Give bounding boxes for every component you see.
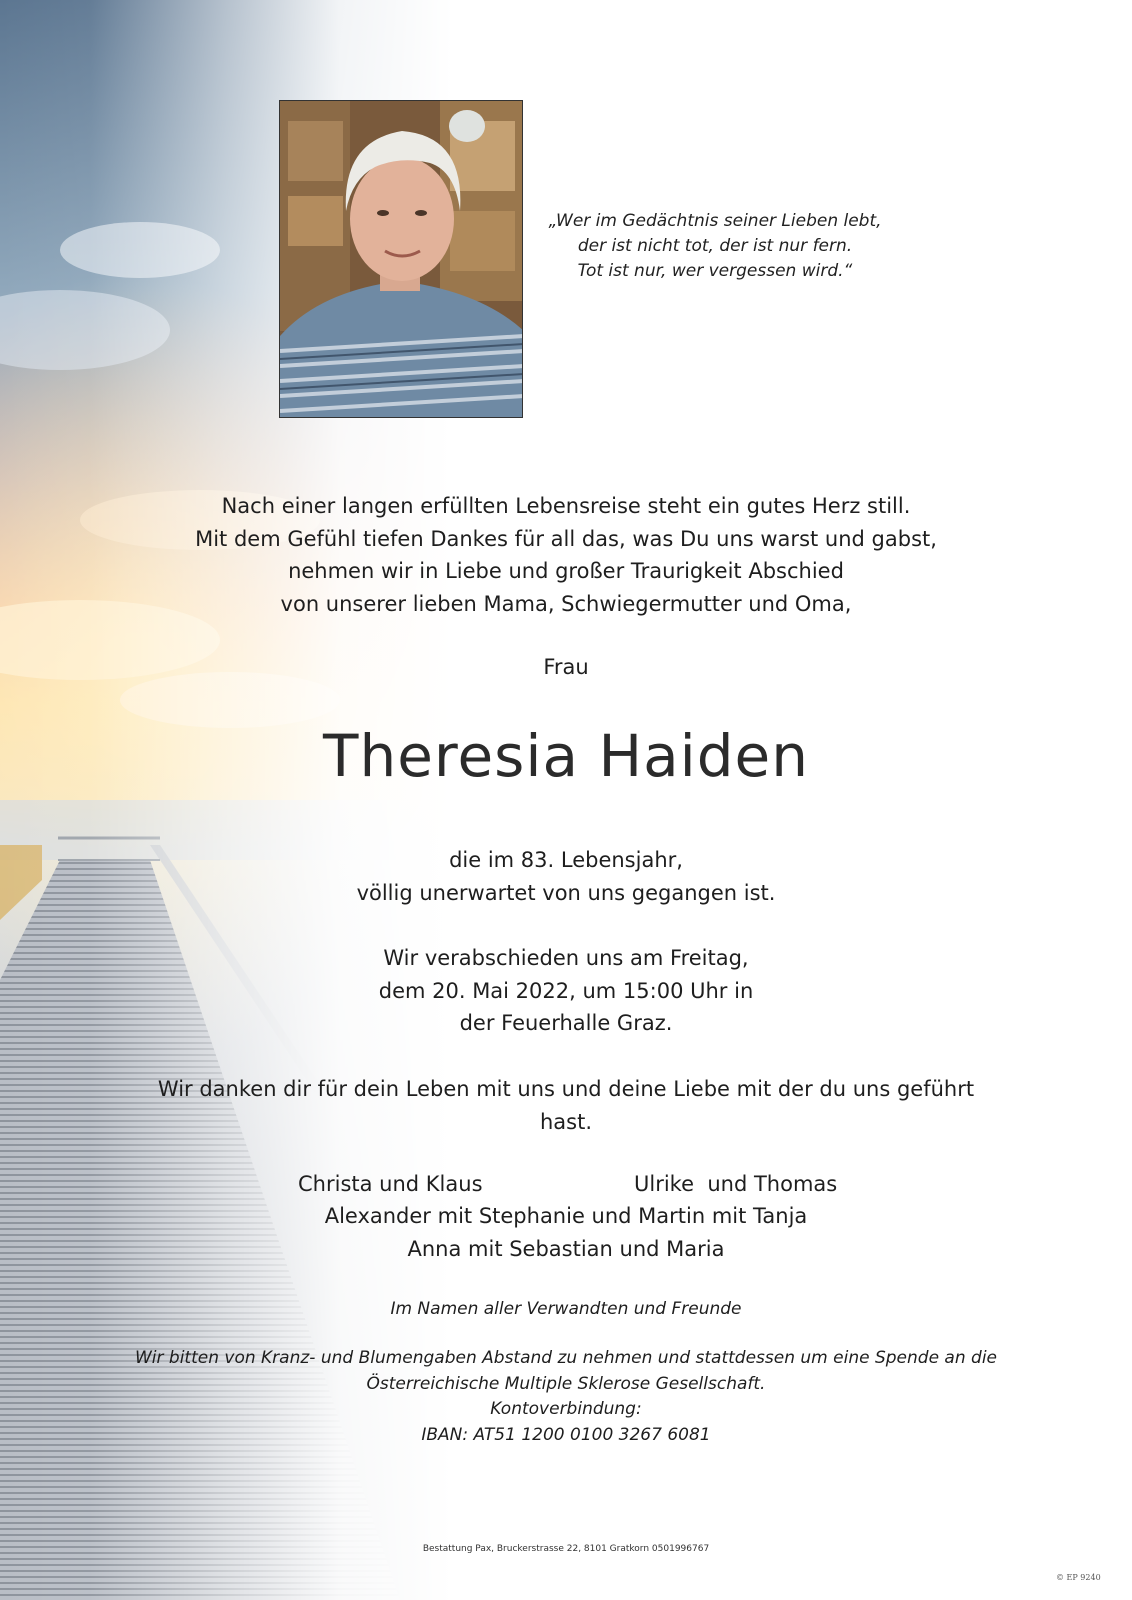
quote-line: „Wer im Gedächtnis seiner Lieben lebt, [548, 211, 882, 231]
donation-paragraph [0, 1346, 1132, 1448]
mourners-list [0, 1168, 1132, 1265]
donation-line: IBAN: AT51 1200 0100 3267 6081 [421, 1424, 711, 1445]
mourners-row [0, 1168, 1132, 1200]
donation-line: Kontoverbindung: [490, 1399, 642, 1419]
farewell-line: der Feuerhalle Graz. [459, 1011, 673, 1035]
quote-line: der ist nicht tot, der ist nur fern. [577, 236, 853, 256]
funeral-home-footer: Bestattung Pax, Bruckerstrasse 22, 8101 Gratkorn 0501996767 [422, 1544, 710, 1554]
intro-paragraph [0, 490, 1132, 620]
on-behalf-line: Im Namen aller Verwandten und Freunde [390, 1299, 742, 1319]
intro-line: Mit dem Gefühl tiefen Dankes für all das, was Du uns warst und gabst, [195, 526, 937, 551]
age-paragraph [0, 844, 1132, 909]
portrait-photo [279, 100, 523, 418]
thanks-line: hast. [539, 1109, 593, 1134]
farewell-paragraph [0, 942, 1132, 1040]
mourner-line: Alexander mit Stephanie und Martin mit Tanja [324, 1204, 808, 1228]
mourner-line: Anna mit Sebastian und Maria [407, 1236, 725, 1261]
print-code: © EP 9240 [1056, 1573, 1101, 1582]
age-line: völlig unerwartet von uns gegangen ist. [356, 880, 776, 905]
deceased-name: Theresia Haiden [323, 722, 809, 790]
thanks-line: Wir danken dir für dein Leben mit uns und deine Liebe mit der du uns geführt [157, 1077, 975, 1101]
intro-line: Nach einer langen erfüllten Lebensreise steht ein gutes Herz still. [221, 494, 911, 518]
intro-line: von unserer lieben Mama, Schwiegermutter und Oma, [280, 591, 852, 616]
thanks-paragraph [0, 1073, 1132, 1138]
farewell-line: dem 20. Mai 2022, um 15:00 Uhr in [378, 978, 754, 1003]
farewell-line: Wir verabschieden uns am Freitag, [383, 946, 749, 970]
quote-line: Tot ist nur, wer vergessen wird.“ [577, 261, 853, 281]
age-line: die im 83. Lebensjahr, [449, 848, 683, 872]
mourner-left: Christa und Klaus [298, 1172, 483, 1196]
salutation: Frau [543, 655, 589, 679]
donation-line: Österreichische Multiple Sklerose Gesellschaft. [366, 1373, 766, 1394]
memorial-quote [540, 209, 890, 284]
donation-line: Wir bitten von Kranz- und Blumengaben Abstand zu nehmen und stattdessen um eine Spende an die [134, 1348, 998, 1368]
mourner-right: Ulrike und Thomas [634, 1172, 838, 1196]
intro-line: nehmen wir in Liebe und großer Traurigkeit Abschied [288, 559, 844, 583]
